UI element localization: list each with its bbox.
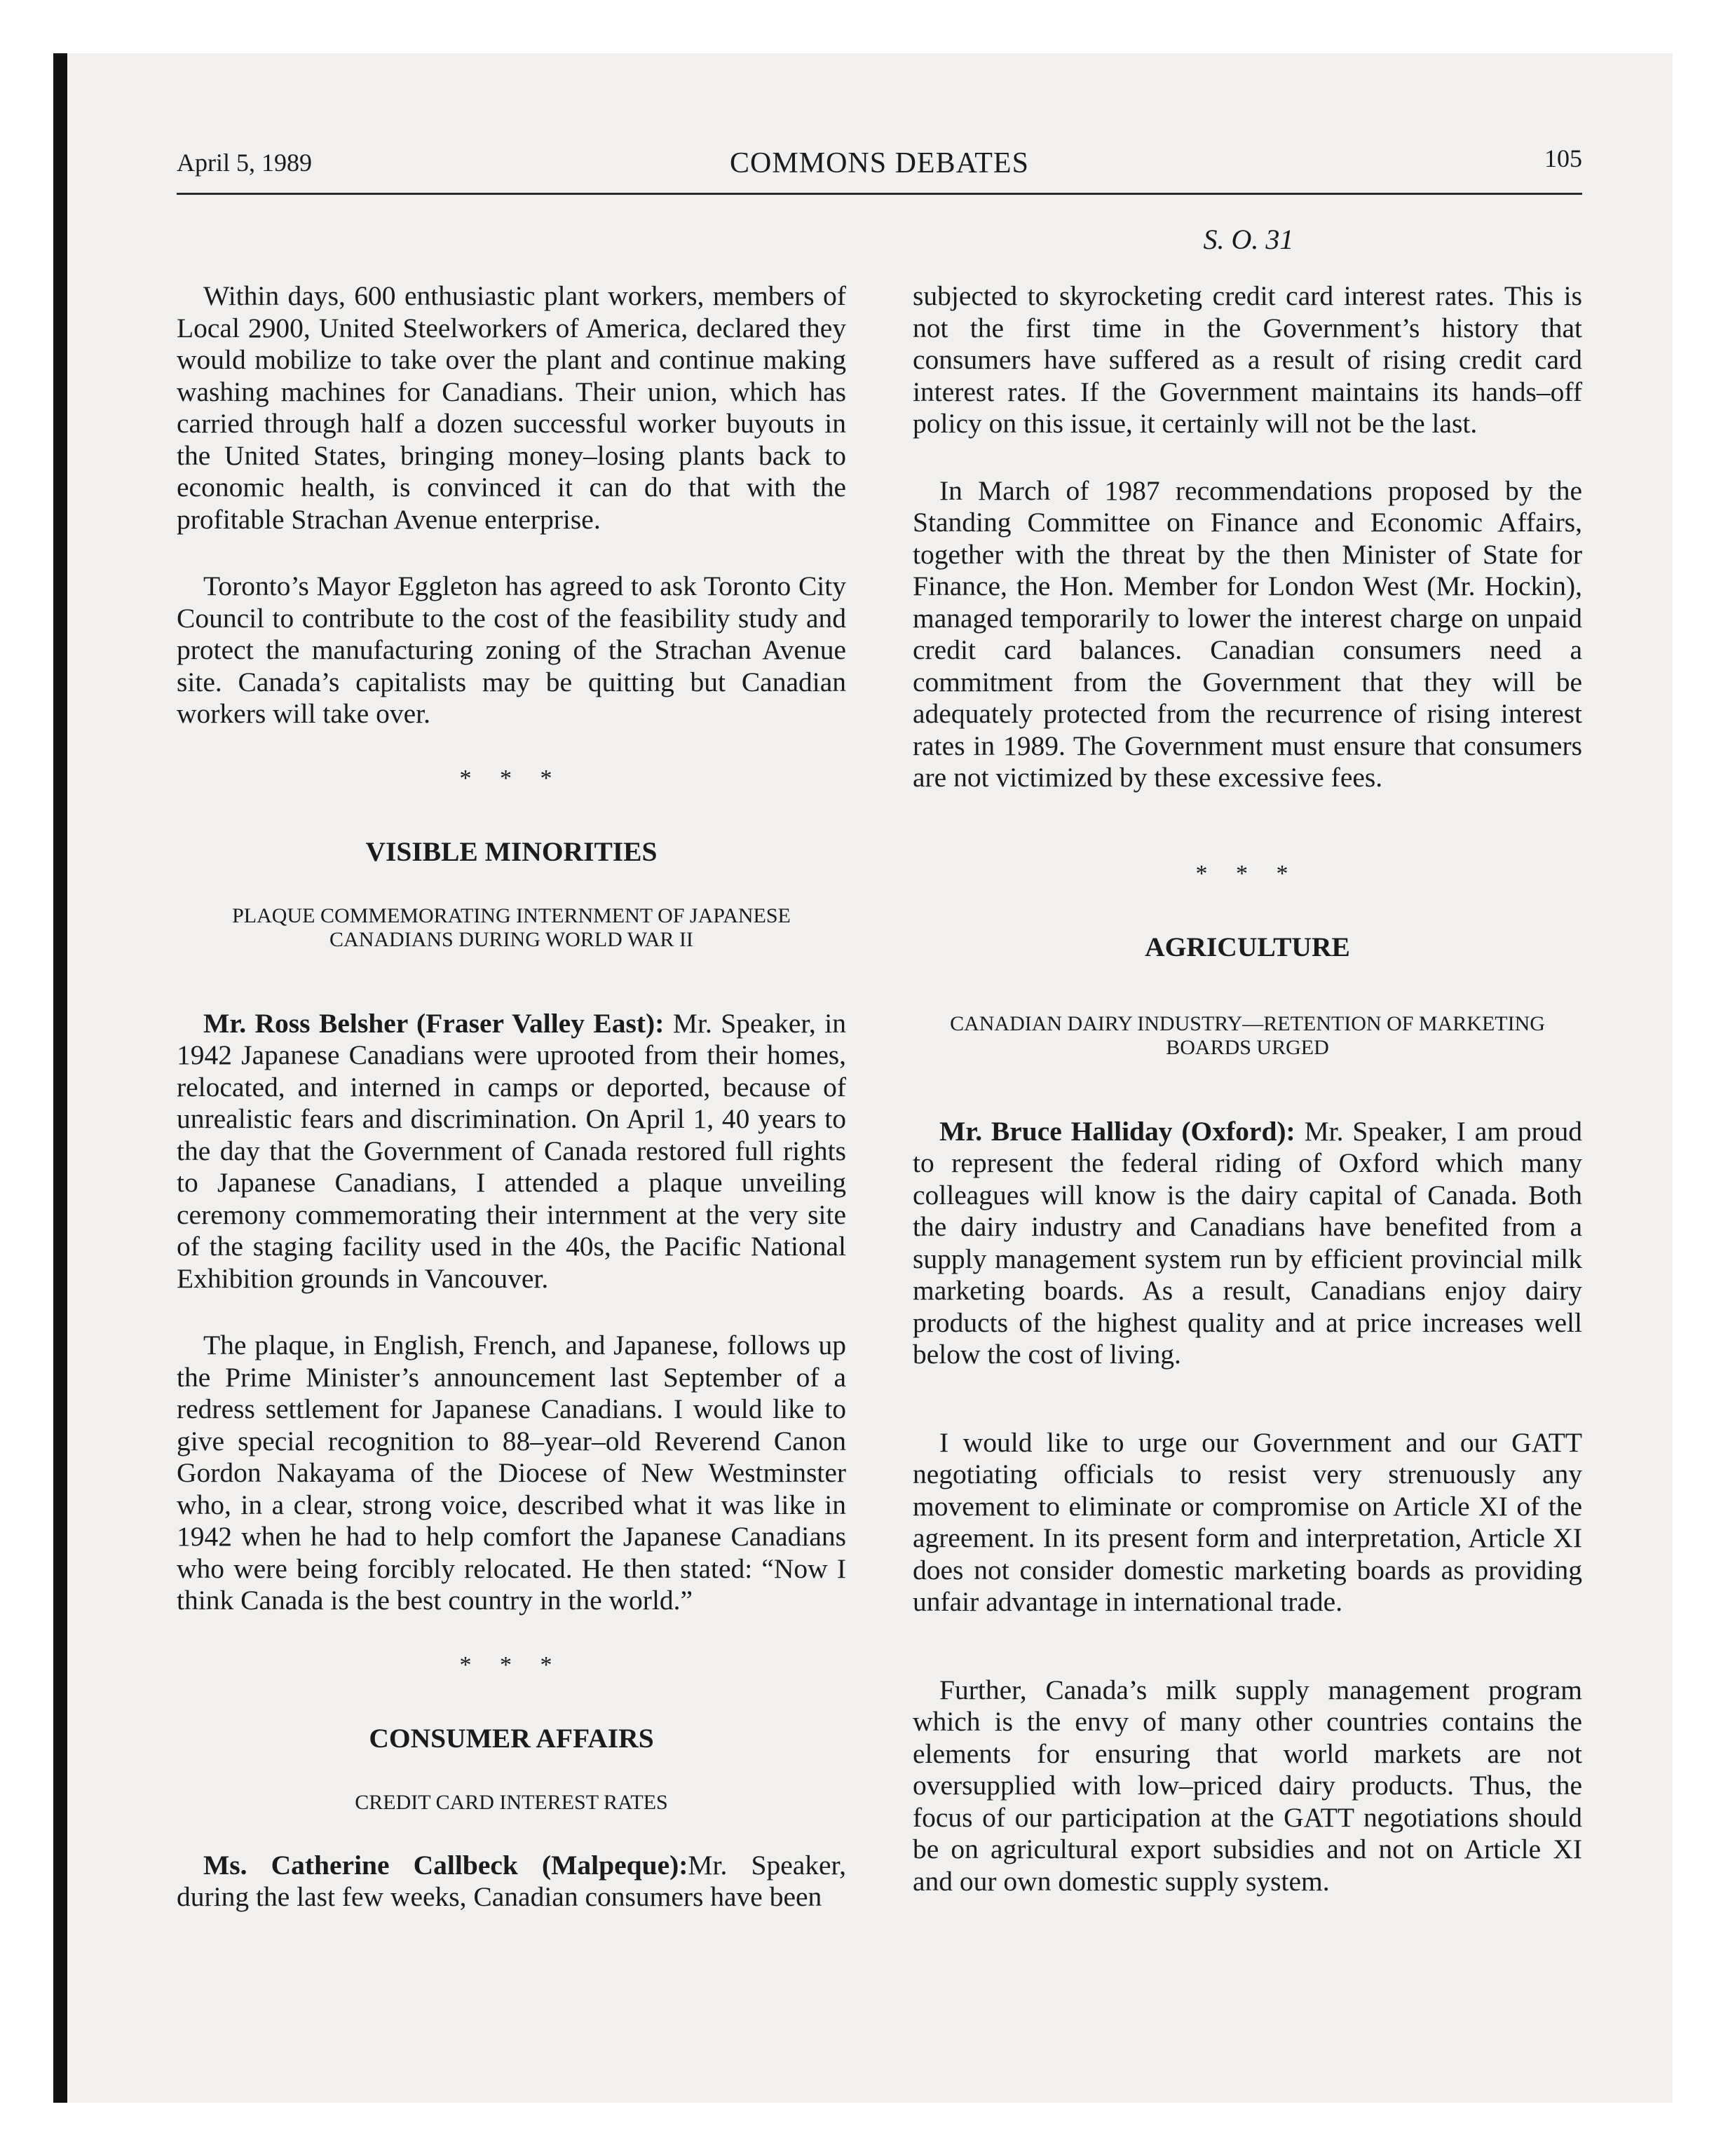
paragraph: Within days, 600 enthusiastic plant workers, members of Local 2900, United Steelworkers of America, declared they would mobilize to take over the plant and continue making washing machines for Canadians. Their union, which has carried through half a dozen successful worker buyouts in the United States, bringing money–losing plants back to economic health, is convinced it can do that with the profitable Strachan Avenue enterprise.: [177, 280, 846, 535]
section-subheading: CREDIT CARD INTEREST RATES: [355, 1790, 668, 1814]
header-date: April 5, 1989: [177, 149, 312, 177]
section-separator: * * *: [459, 1651, 564, 1678]
paragraph: In March of 1987 recommendations proposed by the Standing Committee on Finance and Economic Affairs, together with the threat by the then Minister of State for Finance, the Hon. Member for London West (Mr. Hockin), managed temporarily to lower the interest charge on unpaid credit card balances. Canadian consumers need a commitment from the Government that they will be adequately protected from the recurrence of rising interest rates in 1989. The Government must ensure that consumers are not victimized by these excessive fees.: [913, 475, 1582, 793]
speech-paragraph: [913, 1116, 1582, 1371]
header-page-number: 105: [1544, 144, 1582, 172]
paragraph: I would like to urge our Government and our GATT negotiating officials to resist very strenuously any movement to eliminate or compromise on Article XI of the agreement. In its present form and interpretation, Article XI does not consider domestic marketing boards as providing unfair advantage in international trade.: [913, 1426, 1582, 1617]
paragraph: The plaque, in English, French, and Japanese, follows up the Prime Minister’s announcement last September of a redress settlement for Japanese Canadians. I would like to give special recognition to 88–year–old Reverend Canon Gordon Nakayama of the Diocese of New Westminster who, in a clear, strong voice, described what it was like in 1942 when he had to help comfort the Japanese Canadians who were being forcibly relocated. He then stated: “Now I think Canada is the best country in the world.”: [177, 1330, 846, 1616]
speech-paragraph: [177, 1008, 846, 1295]
section-heading: AGRICULTURE: [1145, 931, 1350, 962]
section-heading: CONSUMER AFFAIRS: [369, 1722, 654, 1754]
speech-paragraph: [177, 1850, 846, 1913]
speech-text: Mr. Speaker, in 1942 Japanese Canadians were uprooted from their homes, relocated, and interned in camps or deported, because of unrealistic fears and discrimination. On April 1, 40 years to the day that the Government of Canada restored full rights to Japanese Canadians, I attended a plaque unveiling ceremony commemorating their internment at the very site of the staging facility used in the 40s, the Pacific National Exhibition grounds in Vancouver.: [177, 1007, 846, 1294]
paragraph: subjected to skyrocketing credit card interest rates. This is not the first time in the Government’s history that consumers have suffered as a result of rising credit card interest rates. If the Government maintains its hands–off policy on this issue, it certainly will not be the last.: [913, 280, 1582, 439]
section-separator: * * *: [459, 765, 564, 791]
section-subheading: CANADIAN DAIRY INDUSTRY—RETENTION OF MARKETING BOARDS URGED: [950, 1011, 1545, 1059]
paragraph: Toronto’s Mayor Eggleton has agreed to ask Toronto City Council to contribute to the cost of the feasibility study and protect the manufacturing zoning of the Strachan Avenue site. Canada’s capitalists may be quitting but Canadian workers will take over.: [177, 571, 846, 729]
scan-edge-shadow: [53, 53, 67, 2103]
section-separator: * * *: [1195, 860, 1300, 887]
header-publication-title: COMMONS DEBATES: [730, 147, 1029, 179]
paragraph: Further, Canada’s milk supply management program which is the envy of many other countries contains the elements for ensuring that world markets are not oversupplied with low–priced dairy products. Thus, the focus of our participation at the GATT negotiations should be on agricultural export subsidies and not on Article XI and our own domestic supply system.: [913, 1674, 1582, 1897]
section-subheading: PLAQUE COMMEMORATING INTERNMENT OF JAPANESE CANADIANS DURING WORLD WAR II: [232, 903, 791, 951]
page-header: [177, 144, 1582, 195]
speech-text: Mr. Speaker, during the last few weeks, Canadian consumers have been: [177, 1849, 847, 1912]
right-column: [913, 280, 1582, 1897]
section-heading: VISIBLE MINORITIES: [365, 835, 658, 867]
speaker-name: Mr. Ross Belsher (Fraser Valley East):: [203, 1007, 665, 1039]
speech-text: Mr. Speaker, I am proud to represent the federal riding of Oxford which many colleagues will know is the dairy capital of Canada. Both the dairy industry and Canadians have benefited from a supply management system run by efficient provincial milk marketing boards. As a result, Canadians enjoy dairy products of the highest quality and at price increases well below the cost of living.: [913, 1115, 1582, 1370]
left-column: [177, 280, 846, 1913]
standing-order-label: S. O. 31: [1203, 224, 1294, 255]
speaker-name: Mr. Bruce Halliday (Oxford):: [939, 1115, 1295, 1147]
speaker-name: Ms. Catherine Callbeck (Malpeque):: [203, 1849, 688, 1881]
